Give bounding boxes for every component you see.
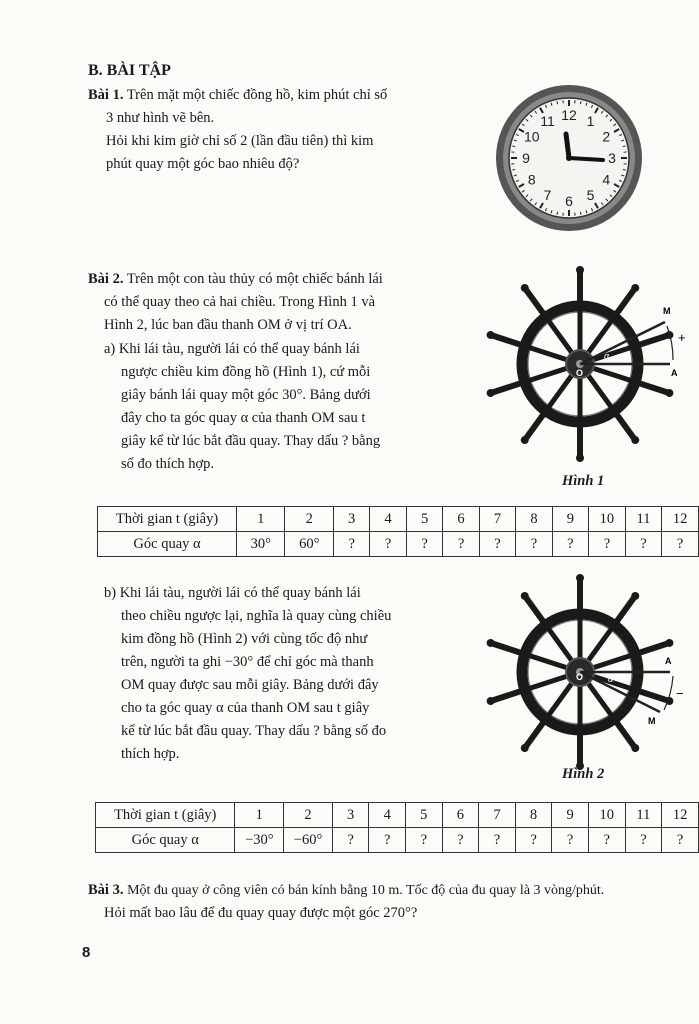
wheel-handle — [492, 335, 521, 345]
label-M: M — [648, 716, 656, 726]
clock-hour-hand — [566, 134, 569, 158]
angle-cell: 60° — [285, 532, 333, 557]
angle-cell: ? — [589, 532, 626, 557]
label-O: O — [576, 368, 584, 378]
part-b-line: kể từ lúc bắt đầu quay. Thay dấu ? bằng số đo — [121, 723, 387, 739]
label-M: M — [663, 306, 671, 316]
angle-cell: ? — [443, 532, 479, 557]
wheel-handle-knob — [631, 592, 639, 600]
wheel-handle-knob — [631, 436, 639, 444]
time-cell: 3 — [332, 803, 369, 828]
clock-tick — [580, 212, 581, 215]
angle-cell: ? — [552, 532, 588, 557]
clock-number: 1 — [586, 112, 595, 129]
time-cell: 7 — [479, 803, 516, 828]
time-cell: 1 — [237, 507, 285, 532]
wheel-handle — [492, 691, 521, 701]
time-cell: 5 — [406, 803, 443, 828]
time-cell: 2 — [285, 507, 333, 532]
time-cell: 12 — [662, 803, 699, 828]
clock-figure — [494, 64, 644, 234]
angle-cell: ? — [662, 828, 699, 853]
clock-number: 7 — [543, 187, 552, 204]
wheel-handle-knob — [521, 284, 529, 292]
part-a-line: giây bánh lái quay một góc 30°. Bảng dưới — [121, 387, 371, 403]
row-header: Thời gian t (giây) — [98, 507, 237, 532]
time-cell: 6 — [442, 803, 479, 828]
clock-number: 6 — [565, 193, 573, 209]
part-b-line: thích hợp. — [121, 746, 180, 762]
table-row — [96, 803, 699, 828]
wheel-handle-knob — [487, 697, 495, 705]
angle-cell: ? — [552, 828, 589, 853]
time-cell: 2 — [284, 803, 333, 828]
label-O: O — [576, 672, 584, 682]
section-title: B. BÀI TẬP — [88, 62, 171, 79]
exercise-2-line: Hình 2, lúc ban đầu thanh OM ở vị trí OA. — [104, 317, 352, 333]
wheel-handle — [616, 597, 634, 622]
wheel-handle — [639, 383, 668, 393]
time-cell: 9 — [552, 803, 589, 828]
clock-number: 11 — [540, 112, 555, 129]
angle-cell: ? — [442, 828, 479, 853]
part-b-line: OM quay được sau mỗi giây. Bảng dưới đây — [121, 677, 379, 693]
exercise-1-label: Bài 1. — [88, 87, 124, 103]
row-header: Góc quay α — [96, 828, 235, 853]
wheel-handle — [616, 289, 634, 314]
clock-number: 5 — [586, 187, 595, 204]
table-row — [98, 532, 699, 557]
angle-cell: ? — [662, 532, 699, 557]
exercise-3 — [88, 879, 688, 925]
part-b-line: kim đồng hồ (Hình 2) với cùng tốc độ như — [121, 631, 368, 647]
wheel-handle — [492, 643, 521, 653]
wheel-handle-knob — [576, 454, 584, 462]
clock-tick — [557, 101, 558, 104]
angle-cell: ? — [333, 532, 369, 557]
time-cell: 9 — [552, 507, 588, 532]
time-cell: 8 — [515, 803, 552, 828]
time-cell: 8 — [516, 507, 552, 532]
angle-table-a — [97, 506, 699, 557]
exercise-1-line: Trên mặt một chiếc đồng hồ, kim phút chỉ số — [126, 87, 388, 103]
exercise-1-line: 3 như hình vẽ bên. — [106, 110, 215, 126]
part-b-line: theo chiều ngược lại, nghĩa là quay cùng chiều — [121, 608, 392, 624]
clock-number: 9 — [522, 150, 530, 166]
time-cell: 6 — [443, 507, 479, 532]
exercise-2-label: Bài 2. — [88, 271, 124, 287]
exercise-2-part-b — [104, 582, 449, 766]
clock-tick — [557, 212, 558, 215]
time-cell: 4 — [370, 507, 406, 532]
figure-1-caption: Hình 1 — [562, 473, 605, 489]
label-alpha: α — [604, 351, 610, 361]
clock-number: 8 — [527, 171, 536, 188]
angle-cell: ? — [515, 828, 552, 853]
time-cell: 10 — [588, 803, 625, 828]
time-cell: 3 — [333, 507, 369, 532]
angle-cell: ? — [370, 532, 406, 557]
wheel-handle — [525, 414, 543, 439]
label-sign: − — [676, 686, 684, 701]
exercise-1-line: Hỏi khi kim giờ chỉ số 2 (lần đầu tiên) thì kim — [106, 133, 374, 149]
exercise-1-line: phút quay một góc bao nhiêu độ? — [106, 156, 300, 172]
part-b-line: trên, người ta ghi −30° để chỉ góc mà thanh — [121, 654, 374, 670]
label-A: A — [665, 656, 672, 666]
page-number: 8 — [82, 944, 91, 961]
angle-table-b — [95, 802, 699, 853]
angle-cell: ? — [479, 828, 516, 853]
exercise-2-part-a — [104, 338, 444, 476]
angle-cell: ? — [516, 532, 552, 557]
angle-cell: 30° — [237, 532, 285, 557]
clock-minute-hand — [569, 158, 603, 160]
clock-number: 10 — [523, 128, 540, 145]
part-a-line: a) Khi lái tàu, người lái có thể quay bánh lái — [104, 341, 360, 357]
wheel-handle-knob — [487, 389, 495, 397]
clock-number: 3 — [608, 150, 616, 166]
angle-cell: ? — [625, 828, 662, 853]
wheel-handle — [525, 722, 543, 747]
wheel-handle-knob — [576, 266, 584, 274]
clock-tick — [623, 169, 626, 170]
time-cell: 5 — [406, 507, 442, 532]
wheel-handle — [639, 335, 668, 345]
label-A: A — [671, 368, 678, 378]
angle-cell: ? — [369, 828, 406, 853]
wheel-handle-knob — [631, 284, 639, 292]
table-row — [96, 828, 699, 853]
angle-cell: ? — [406, 532, 442, 557]
part-a-line: giây kể từ lúc bắt đầu quay. Thay dấu ? bằng — [121, 433, 381, 449]
wheel-handle-knob — [487, 331, 495, 339]
wheel-handle-knob — [631, 744, 639, 752]
exercise-3-line: Một đu quay ở công viên có bán kính bằng 10 m. Tốc độ của đu quay là 3 vòng/phút. — [127, 883, 605, 898]
time-cell: 10 — [589, 507, 626, 532]
clock-number: 4 — [602, 171, 611, 188]
time-cell: 1 — [235, 803, 284, 828]
label-alpha: α — [608, 674, 614, 684]
wheel-handle-knob — [487, 639, 495, 647]
row-header: Thời gian t (giây) — [96, 803, 235, 828]
wheel-handle — [639, 643, 668, 653]
angle-cell: ? — [332, 828, 369, 853]
part-a-line: số đo thích hợp. — [121, 456, 215, 472]
figure-2-caption: Hình 2 — [562, 766, 605, 782]
exercise-1 — [88, 84, 438, 176]
angle-cell: ? — [479, 532, 515, 557]
row-header: Góc quay α — [98, 532, 237, 557]
wheel-handle-knob — [521, 592, 529, 600]
wheel-handle-knob — [665, 389, 673, 397]
angle-cell: ? — [625, 532, 662, 557]
time-cell: 7 — [479, 507, 515, 532]
exercise-2-line: có thể quay theo cả hai chiều. Trong Hình 1 và — [104, 294, 376, 310]
ship-wheel-figure-1 — [480, 264, 695, 464]
exercise-2-intro — [88, 268, 448, 337]
time-cell: 4 — [369, 803, 406, 828]
angle-cell: −30° — [235, 828, 284, 853]
time-cell: 11 — [625, 507, 662, 532]
label-sign: + — [678, 330, 686, 345]
wheel-handle-knob — [521, 436, 529, 444]
wheel-handle — [616, 722, 634, 747]
clock-number: 12 — [561, 107, 577, 123]
exercise-2-line: Trên một con tàu thủy có một chiếc bánh lái — [126, 271, 383, 287]
part-a-line: đây cho ta góc quay α của thanh OM sau t — [121, 410, 366, 426]
table-row — [98, 507, 699, 532]
part-a-line: ngược chiều kim đồng hồ (Hình 1), cứ mỗi — [121, 364, 371, 380]
angle-cell: −60° — [284, 828, 333, 853]
clock-tick — [512, 169, 515, 170]
angle-cell: ? — [588, 828, 625, 853]
wheel-handle-knob — [521, 744, 529, 752]
angle-cell: ? — [406, 828, 443, 853]
clock-number: 2 — [602, 128, 611, 145]
time-cell: 12 — [662, 507, 699, 532]
part-b-line: b) Khi lái tàu, người lái có thể quay bánh lái — [104, 585, 361, 601]
exercise-3-label: Bài 3. — [88, 882, 124, 898]
clock-tick — [580, 101, 581, 104]
wheel-handle — [525, 289, 543, 314]
clock-tick — [512, 146, 515, 147]
wheel-handle-knob — [576, 574, 584, 582]
time-cell: 11 — [625, 803, 662, 828]
wheel-handle — [492, 383, 521, 393]
part-b-line: cho ta góc quay α của thanh OM sau t giây — [121, 700, 370, 716]
exercise-3-line: Hỏi mất bao lâu để đu quay quay được một góc 270°? — [104, 905, 418, 921]
clock-tick — [623, 146, 626, 147]
ship-wheel-figure-2 — [480, 572, 695, 772]
wheel-handle-knob — [665, 639, 673, 647]
wheel-handle — [639, 691, 668, 701]
wheel-handle — [616, 414, 634, 439]
wheel-handle — [525, 597, 543, 622]
